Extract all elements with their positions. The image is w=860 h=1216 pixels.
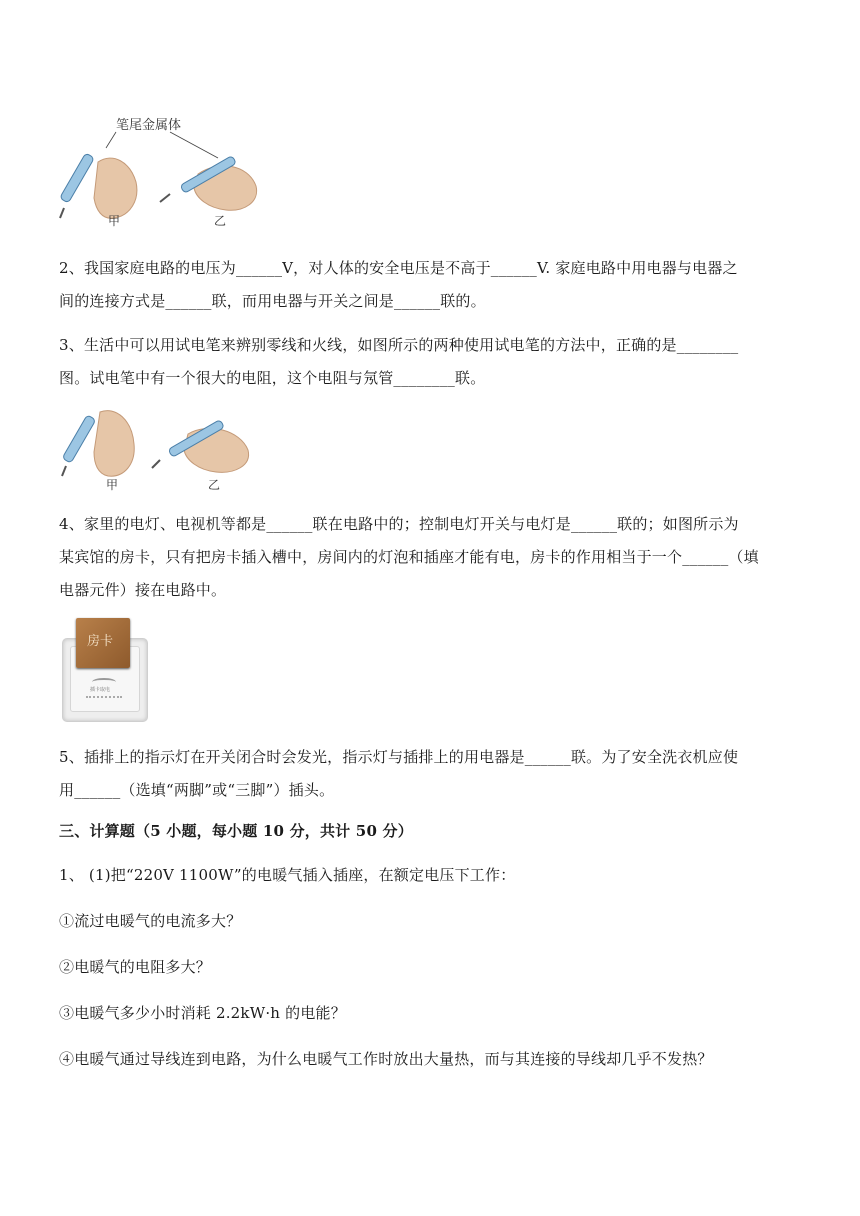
room-card-label: 房卡	[87, 634, 114, 649]
question-4	[59, 508, 804, 607]
figure-room-card	[62, 616, 146, 720]
question-4-line-2: 某宾馆的房卡，只有把房卡插入槽中，房间内的灯泡和插座才能有电，房卡的作用相当于一个______（填	[59, 548, 759, 566]
label-yi-2: 乙	[208, 478, 221, 492]
label-jia-1: 甲	[108, 214, 121, 228]
test-pen-illustration-2	[58, 404, 258, 496]
question-3-line-1: 3、生活中可以用试电笔来辨别零线和火线，如图所示的两种使用试电笔的方法中，正确的是________	[59, 336, 739, 354]
test-pen-illustration	[58, 112, 268, 230]
section-3-heading: 三、计算题（5 小题，每小题 10 分，共计 50 分）	[59, 822, 413, 840]
calc-question-1-sub-4: ④电暖气通过导线连到电路，为什么电暖气工作时放出大量热，而与其连接的导线却几乎不发热？	[59, 1050, 713, 1068]
question-4-line-1: 4、家里的电灯、电视机等都是______联在电路中的；控制电灯开关与电灯是______联的；如图所示为	[59, 515, 739, 533]
label-yi-1: 乙	[214, 214, 227, 228]
panel-logo	[92, 678, 116, 686]
question-2-line-1: 2、我国家庭电路的电压为______V，对人体的安全电压是不高于______V. 家庭电路中用电器与电器之	[59, 259, 738, 277]
question-2	[59, 252, 804, 318]
calc-question-1-intro: 1、 (1)把“220V 1100W”的电暖气插入插座，在额定电压下工作：	[59, 866, 516, 884]
question-5-line-2: 用______（选填“两脚”或“三脚”）插头。	[59, 781, 335, 799]
room-card	[76, 618, 130, 668]
label-jia-2: 甲	[106, 478, 119, 492]
question-3	[59, 329, 804, 395]
panel-dots	[86, 696, 122, 700]
question-3-line-2: 图。试电笔中有一个很大的电阻，这个电阻与氖管________联。	[59, 369, 486, 387]
calc-question-1-sub-3: ③电暖气多少小时消耗 2.2kW·h 的电能？	[59, 1004, 346, 1022]
question-5	[59, 741, 804, 807]
question-2-line-2: 间的连接方式是______联，而用电器与开关之间是______联的。	[59, 292, 486, 310]
figure-test-pen-1	[58, 112, 268, 230]
figure-test-pen-2	[58, 404, 258, 496]
calc-question-1-sub-1: ①流过电暖气的电流多大？	[59, 912, 242, 930]
panel-text: 插卡取电	[90, 687, 111, 693]
question-5-line-1: 5、插排上的指示灯在开关闭合时会发光，指示灯与插排上的用电器是______联。为了安全洗衣机应使	[59, 748, 739, 766]
figure-top-label: 笔尾金属体	[116, 118, 182, 133]
question-4-line-3: 电器元件）接在电路中。	[59, 581, 227, 599]
calc-question-1-sub-2: ②电暖气的电阻多大？	[59, 958, 212, 976]
